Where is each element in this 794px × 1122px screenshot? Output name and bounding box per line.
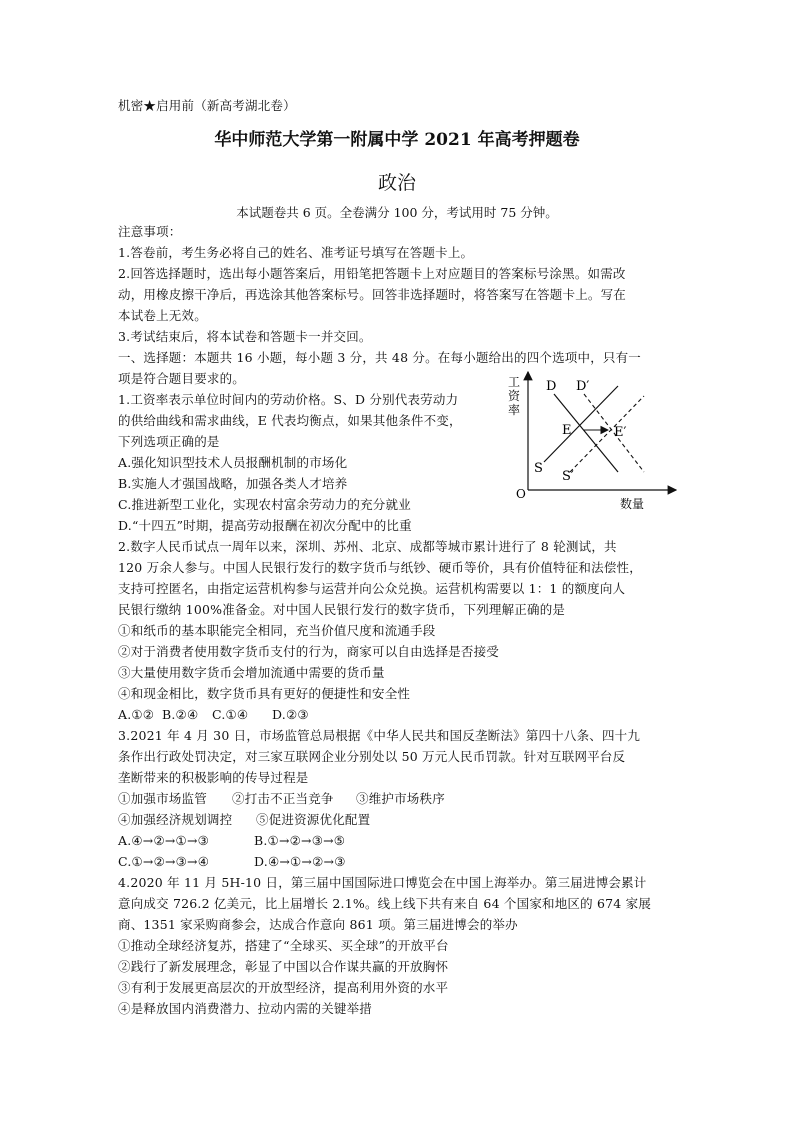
section-heading: 一、选择题：本题共 16 小题，每小题 3 分，共 48 分。在每小题给出的四个选项中，只有一 [118, 350, 642, 365]
origin-label: O [516, 487, 526, 501]
q1-option-c: C.推进新型工业化，实现农村富余劳动力的充分就业 [118, 497, 411, 512]
q4-item: ④是释放国内消费潜力、拉动内需的关键举措 [118, 1001, 373, 1016]
q3-stem: 垄断带来的积极影响的传导过程是 [118, 770, 309, 785]
q3-item: ②打击不正当竞争 [232, 791, 334, 806]
notice-line: 3.考试结束后，将本试卷和答题卡一并交回。 [118, 329, 372, 344]
q3-items-row1 [118, 789, 445, 809]
exam-title: 华中师范大学第一附属中学 2021 年高考押题卷 [214, 130, 580, 150]
label-d-prime: D′ [576, 379, 590, 394]
q3-stem: 条作出行政处罚决定，对三家互联网企业分别处以 50 万元人民币罚款。针对互联网平台反 [118, 749, 626, 764]
notice-line: 1.答卷前，考生务必将自己的姓名、准考证号填写在答题卡上。 [118, 245, 474, 260]
q4-item: ①推动全球经济复苏，搭建了“全球买、买全球”的开放平台 [118, 938, 449, 953]
label-e-prime: E′ [614, 425, 627, 440]
subject-title: 政治 [377, 172, 416, 194]
labor-market-graph [500, 368, 680, 518]
y-axis-label-1: 工 [508, 375, 521, 389]
q3-option-d: D.④→①→②→③ [254, 854, 346, 869]
q3-item: ④加强经济规划调控 [118, 812, 233, 827]
notice-line: 2.回答选择题时，选出每小题答案后，用铅笔把答题卡上对应题目的答案标号涂黑。如需改 [118, 266, 626, 281]
label-e: E [562, 423, 572, 438]
q1-option-b: B.实施人才强国战略，加强各类人才培养 [118, 476, 348, 491]
q3-item: ①加强市场监管 [118, 791, 207, 806]
q2-options [118, 705, 309, 725]
q3-options-row2 [118, 852, 346, 872]
q3-option-b: B.①→②→③→⑤ [254, 833, 346, 848]
q2-option-a: A.①② [118, 707, 155, 722]
q3-options-row1 [118, 831, 345, 851]
q1-option-a: A.强化知识型技术人员报酬机制的市场化 [118, 455, 348, 470]
q2-item: ④和现金相比，数字货币具有更好的便捷性和安全性 [118, 686, 411, 701]
notice-line: 动，用橡皮擦干净后，再选涂其他答案标号。回答非选择题时，将答案写在答题卡上。写在 [118, 287, 627, 302]
q3-option-c: C.①→②→③→④ [118, 854, 210, 869]
q2-stem: 2.数字人民币试点一周年以来，深圳、苏州、北京、成都等城市累计进行了 8 轮测试，共 [118, 539, 617, 554]
q3-stem: 3.2021 年 4 月 30 日，市场监管总局根据《中华人民共和国反垄断法》第四十八条、四十九 [118, 728, 641, 743]
q2-stem: 120 万余人参与。中国人民银行发行的数字货币与纸钞、硬币等价，具有价值特征和法偿性， [118, 560, 642, 575]
label-d: D [546, 379, 557, 394]
q2-item: ①和纸币的基本职能完全相同，充当价值尺度和流通手段 [118, 623, 436, 638]
notice-line: 本试卷上无效。 [118, 308, 207, 323]
label-s-prime: S′ [562, 469, 574, 484]
q4-stem: 意向成交 726.2 亿美元，比上届增长 2.1%。线上线下共有来自 64 个国家和地区的 674 家展 [118, 896, 652, 911]
q3-item: ⑤促进资源优化配置 [256, 812, 371, 827]
q4-stem: 4.2020 年 11 月 5H-10 日，第三届中国国际进口博览会在中国上海举办。第三届进博会累计 [118, 875, 647, 890]
confidential-label: 机密★启用前（新高考湖北卷） [118, 98, 296, 113]
y-axis-label-2: 资 [508, 389, 521, 403]
q4-stem: 商、1351 家采购商参会，达成合作意向 861 项。第三届进博会的举办 [118, 917, 518, 932]
q2-item: ②对于消费者使用数字货币支付的行为，商家可以自由选择是否接受 [118, 644, 500, 659]
q3-item: ③维护市场秩序 [356, 791, 445, 806]
section-heading-cont: 项是符合题目要求的。 [118, 371, 246, 386]
q4-item: ③有利于发展更高层次的开放型经济，提高利用外资的水平 [118, 980, 449, 995]
q2-stem: 民银行缴纳 100%准备金。对中国人民银行发行的数字货币，下列理解正确的是 [118, 602, 566, 617]
q2-option-d: D.②③ [272, 707, 309, 722]
notice-heading: 注意事项： [118, 224, 182, 239]
label-s: S [534, 461, 543, 476]
x-axis-label: 数量 [620, 497, 645, 511]
q2-item: ③大量使用数字货币会增加流通中需要的货币量 [118, 665, 385, 680]
q3-items-row2 [118, 810, 370, 830]
q1-stem: 1.工资率表示单位时间内的劳动价格。S、D 分别代表劳动力 [118, 392, 459, 407]
q1-option-d: D.“十四五”时期，提高劳动报酬在初次分配中的比重 [118, 518, 412, 533]
q2-option-b: B.②④ [162, 707, 199, 722]
q4-item: ②践行了新发展理念，彰显了中国以合作谋共赢的开放胸怀 [118, 959, 449, 974]
q2-option-c: C.①④ [212, 707, 249, 722]
exam-info: 本试题卷共 6 页。全卷满分 100 分，考试用时 75 分钟。 [236, 205, 558, 220]
q1-stem: 的供给曲线和需求曲线，E 代表均衡点，如果其他条件不变， [118, 413, 462, 428]
supply-curve-s-prime [570, 396, 644, 472]
q1-stem: 下列选项正确的是 [118, 434, 220, 449]
q3-option-a: A.④→②→①→③ [118, 833, 210, 848]
q2-stem: 支持可控匿名，由指定运营机构参与运营并向公众兑换。运营机构需要以 1：1 的额度向人 [118, 581, 626, 596]
y-axis-label-3: 率 [508, 403, 521, 417]
